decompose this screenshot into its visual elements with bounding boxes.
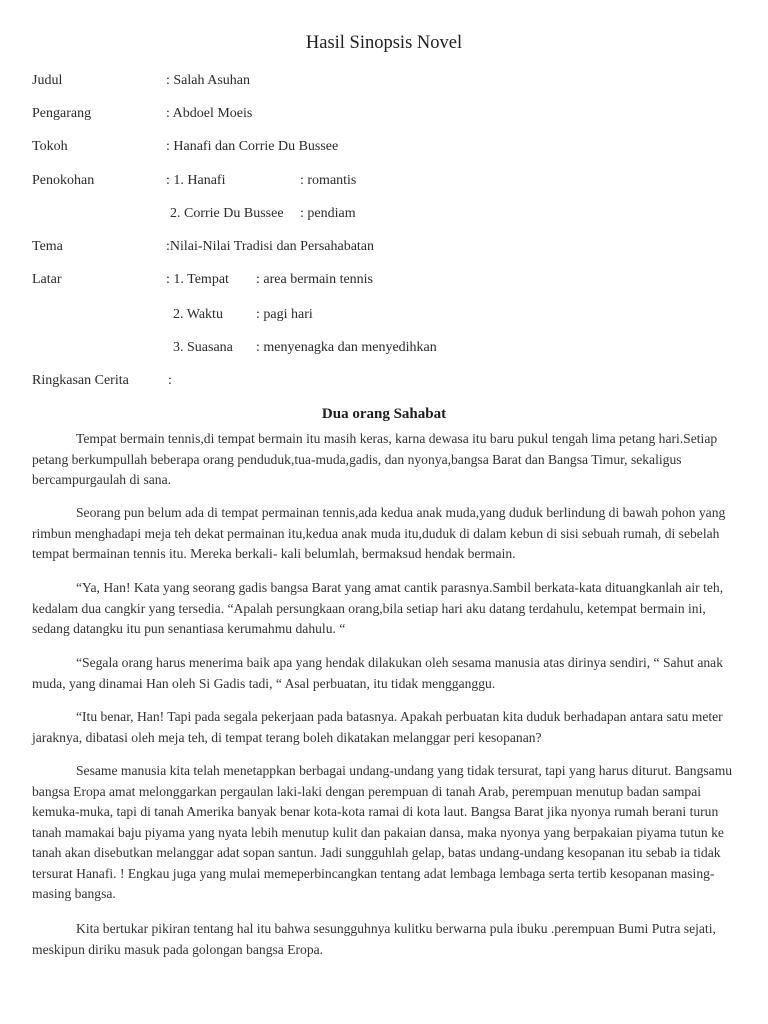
latar-value: : area bermain tennis xyxy=(256,272,374,287)
penokohan-trait: : romantis xyxy=(300,173,357,188)
meta-label: Ringkasan Cerita xyxy=(32,373,129,388)
meta-label: Pengarang xyxy=(32,106,92,121)
story-paragraph: “Ya, Han! Kata yang seorang gadis bangsa Barat yang amat cantik parasnya.Sambil berkata-kata dituangkanlah air teh, kedalam dua cangkir yang tersedia. “Apalah persungkaan orang,bila setiap hari aku datang terdahulu, ketempat bermain ini, sedang datangku itu pun senantiasa kerumahmu dahulu. “ xyxy=(32,580,724,636)
meta-label: Tokoh xyxy=(32,139,68,154)
meta-label: Tema xyxy=(32,239,63,254)
meta-value: : xyxy=(168,373,172,388)
penokohan-name: 2. Corrie Du Bussee xyxy=(170,206,284,221)
meta-value: : Salah Asuhan xyxy=(166,73,250,88)
latar-name: 3. Suasana xyxy=(173,340,233,355)
meta-value: : Hanafi dan Corrie Du Bussee xyxy=(166,139,339,154)
latar-value: : pagi hari xyxy=(256,307,313,322)
story-paragraph: “Segala orang harus menerima baik apa yang hendak dilakukan oleh sesama manusia atas dirinya sendiri, “ Sahut anak muda, yang dinamai Han oleh Si Gadis tadi, “ Asal perbuatan, itu tidak mengganggu. xyxy=(32,655,723,691)
latar-name: 2. Waktu xyxy=(173,307,223,322)
story-paragraph: Kita bertukar pikiran tentang hal itu bahwa sesungguhnya kulitku berwarna pula ibuku .perempuan Bumi Putra sejati, meskipun diriku masuk pada golongan bangsa Eropa. xyxy=(32,921,716,957)
story-paragraph: Sesame manusia kita telah menetappkan berbagai undang-undang yang tidak tersurat, tapi yang harus diturut. Bangsamu bangsa Eropa amat melonggarkan pergaulan laki-laki dengan perempuan di tanah Arab, perempuan menutup badan sampai kemuka-muka, tapi di tanah Amerika banyak benar kota-kota ramai di kota laut. Bangsa Barat jika nyonya rumah berani turun tanah mamakai baju piyama yang nyata lebih menutup kulit dan pakaian dansa, maka nyonya yang berpakaian piyama tutun ke tanah akan disebutkan melanggar adat sopan santun. Jadi sungguhlah gelap, batas undang-undang kesopanan itu sebab ia tidak tersurat Hanafi. ! Engkau juga yang mulai memeperbincangkan tentang adat lembaga lembaga serta tertib kesopanan masing-masing bangsa. xyxy=(32,763,733,901)
latar-value: : menyenagka dan menyedihkan xyxy=(256,340,437,355)
penokohan-name: : 1. Hanafi xyxy=(166,173,226,188)
story-heading: Dua orang Sahabat xyxy=(321,406,447,422)
meta-label: Latar xyxy=(32,272,62,287)
document-title: Hasil Sinopsis Novel xyxy=(305,33,463,53)
story-paragraph: Tempat bermain tennis,di tempat bermain itu masih keras, karna dewasa itu baru pukul tengah lima petang hari.Setiap petang berkumpullah beberapa orang penduduk,tua-muda,gadis, dan nyonya,bangsa Barat dan Bangsa Timur, sekaligus bercampurgaulah di sana. xyxy=(32,431,718,487)
story-paragraph: Seorang pun belum ada di tempat permainan tennis,ada kedua anak muda,yang duduk berlindung di bawah pohon yang rimbun menghadapi meja teh dekat permainan itu,kedua anak muda itu,duduk di dalam kebun di sisi sebuah rumah, di sebelah tempat bermainan tennis itu. Mereka berkali- kali belumlah, bermaksud hendak bermain. xyxy=(32,505,726,561)
meta-value: : Abdoel Moeis xyxy=(166,106,253,121)
meta-value: :Nilai-Nilai Tradisi dan Persahabatan xyxy=(166,239,375,254)
story-paragraph: “Itu benar, Han! Tapi pada segala pekerjaan pada batasnya. Apakah perbuatan kita duduk berhadapan antara satu meter jaraknya, dibatasi oleh meja teh, di tempat terang boleh dikatakan melanggar peri kesopanan? xyxy=(32,709,723,745)
latar-name: : 1. Tempat xyxy=(166,272,229,287)
penokohan-trait: : pendiam xyxy=(300,206,356,221)
meta-label: Judul xyxy=(32,73,63,88)
meta-label: Penokohan xyxy=(32,173,95,188)
